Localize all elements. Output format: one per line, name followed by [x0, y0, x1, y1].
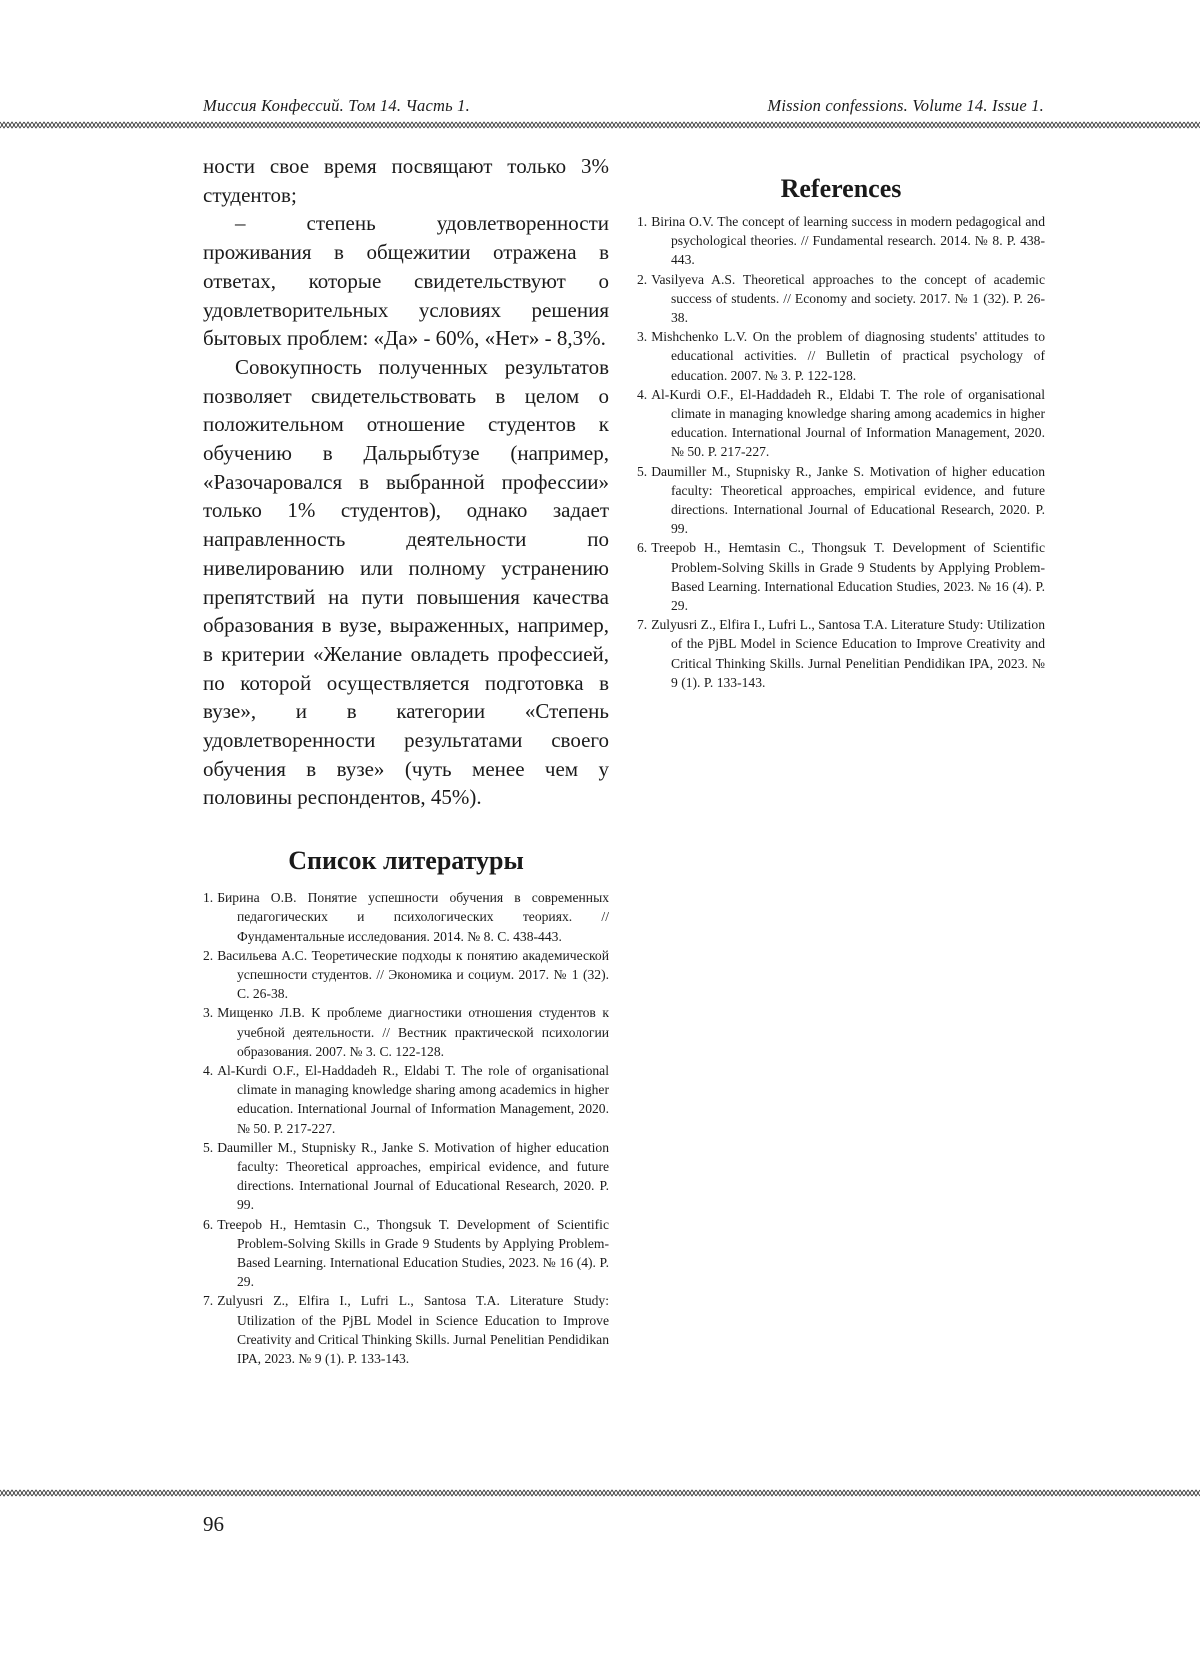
- body-paragraph-1: ности свое время посвящают только 3% студентов;: [203, 154, 609, 207]
- en-references-title: References: [780, 174, 902, 203]
- ru-reference-item: 5. Daumiller M., Stupnisky R., Janke S. Motivation of higher education faculty: Theoretical approaches, empirical evidence, and future directions. International Journal of Educational Research, 2020. P. 99.: [203, 1139, 609, 1213]
- ru-reference-item: 1. Бирина О.В. Понятие успешности обучения в современных педагогических и психологических теориях. // Фундаментальные исследования. 2014. № 8. С. 438-443.: [203, 890, 609, 944]
- header-ornament-divider: [0, 120, 1200, 130]
- journal-title-en: Mission confessions. Volume 14. Issue 1.: [767, 96, 1044, 115]
- ru-reference-item: 2. Васильева А.С. Теоретические подходы к понятию академической успешности студентов. // Экономика и социум. 2017. № 1 (32). С. 26-38.: [203, 947, 609, 1002]
- ru-reference-item: 7. Zulyusri Z., Elfira I., Lufri L., Santosa T.A. Literature Study: Utilization of the PjBL Model in Science Education to Improve Creativity and Critical Thinking Skills. Jurnal Penelitian Pendidikan IPA, 2023. № 9 (1). P. 133-143.: [203, 1293, 609, 1367]
- body-paragraph-3: Совокупность полученных результатов позволяет свидетельствовать в целом о положительном отношение студентов к обучению в Дальрыбтузе (например, «Разочаровался в выбранной профессии» только 1% студентов), однако задает направленность деятельности по нивелированию или полному устранению препятствий на пути повышения качества образования в вузе, выраженных, например, в критерии «Желание овладеть профессией, по которой осуществляется подготовка в вузе», и в категории «Степень удовлетворенности результатами своего обучения в вузе» (чуть менее чем у половины респондентов, 45%).: [203, 354, 609, 810]
- ru-references-list: [203, 888, 609, 1368]
- en-reference-item: 1. Birina O.V. The concept of learning success in modern pedagogical and psychological theories. // Fundamental research. 2014. № 8. P. 438-443.: [637, 214, 1045, 268]
- ru-reference-item: 3. Мищенко Л.В. К проблеме диагностики отношения студентов к учебной деятельности. // Вестник практической психологии образования. 2007. № 3. С. 122-128.: [203, 1005, 609, 1059]
- ru-reference-item: 6. Treepob H., Hemtasin C., Thongsuk T. Development of Scientific Problem-Solving Skills in Grade 9 Students by Applying Problem-Based Learning. International Education Studies, 2023. № 16 (4). P. 29.: [203, 1216, 609, 1290]
- ru-reference-item: 4. Al-Kurdi O.F., El-Haddadeh R., Eldabi T. The role of organisational climate in managing knowledge sharing among academics in higher education. International Journal of Information Management, 2020. № 50. P. 217-227.: [203, 1063, 609, 1136]
- ru-references-title: Список литературы: [288, 846, 524, 876]
- right-column: [637, 174, 1045, 692]
- en-reference-item: 3. Mishchenko L.V. On the problem of diagnosing students' attitudes to educational activities. // Bulletin of practical psychology of education. 2007. № 3. P. 122-128.: [637, 329, 1045, 383]
- body-paragraph-2: – степень удовлетворенности проживания в общежитии отражена в ответах, которые свидетельствуют о удовлетворительных условиях решения бытовых проблем: «Да» - 60%, «Нет» - 8,3%.: [203, 211, 609, 351]
- en-reference-item: 5. Daumiller M., Stupnisky R., Janke S. Motivation of higher education faculty: Theoretical approaches, empirical evidence, and future directions. International Journal of Educational Research, 2020. P. 99.: [637, 463, 1045, 537]
- journal-title-ru: Миссия Конфессий. Том 14. Часть 1.: [203, 96, 470, 115]
- page-number: 96: [203, 1512, 224, 1536]
- en-reference-item: 2. Vasilyeva A.S. Theoretical approaches to the concept of academic success of students. // Economy and society. 2017. № 1 (32). P. 26-38.: [637, 271, 1045, 326]
- en-reference-item: 4. Al-Kurdi O.F., El-Haddadeh R., Eldabi T. The role of organisational climate in managing knowledge sharing among academics in higher education. International Journal of Information Management, 2020. № 50. P. 217-227.: [637, 386, 1045, 460]
- en-reference-item: 7. Zulyusri Z., Elfira I., Lufri L., Santosa T.A. Literature Study: Utilization of the PjBL Model in Science Education to Improve Creativity and Critical Thinking Skills. Jurnal Penelitian Pendidikan IPA, 2023. № 9 (1). P. 133-143.: [637, 617, 1045, 690]
- en-references-list: [637, 212, 1045, 692]
- en-reference-item: 6. Treepob H., Hemtasin C., Thongsuk T. Development of Scientific Problem-Solving Skills in Grade 9 Students by Applying Problem-Based Learning. International Education Studies, 2023. № 16 (4). P. 29.: [637, 540, 1045, 614]
- left-column: [203, 152, 609, 1368]
- footer-ornament-divider: [0, 1488, 1200, 1498]
